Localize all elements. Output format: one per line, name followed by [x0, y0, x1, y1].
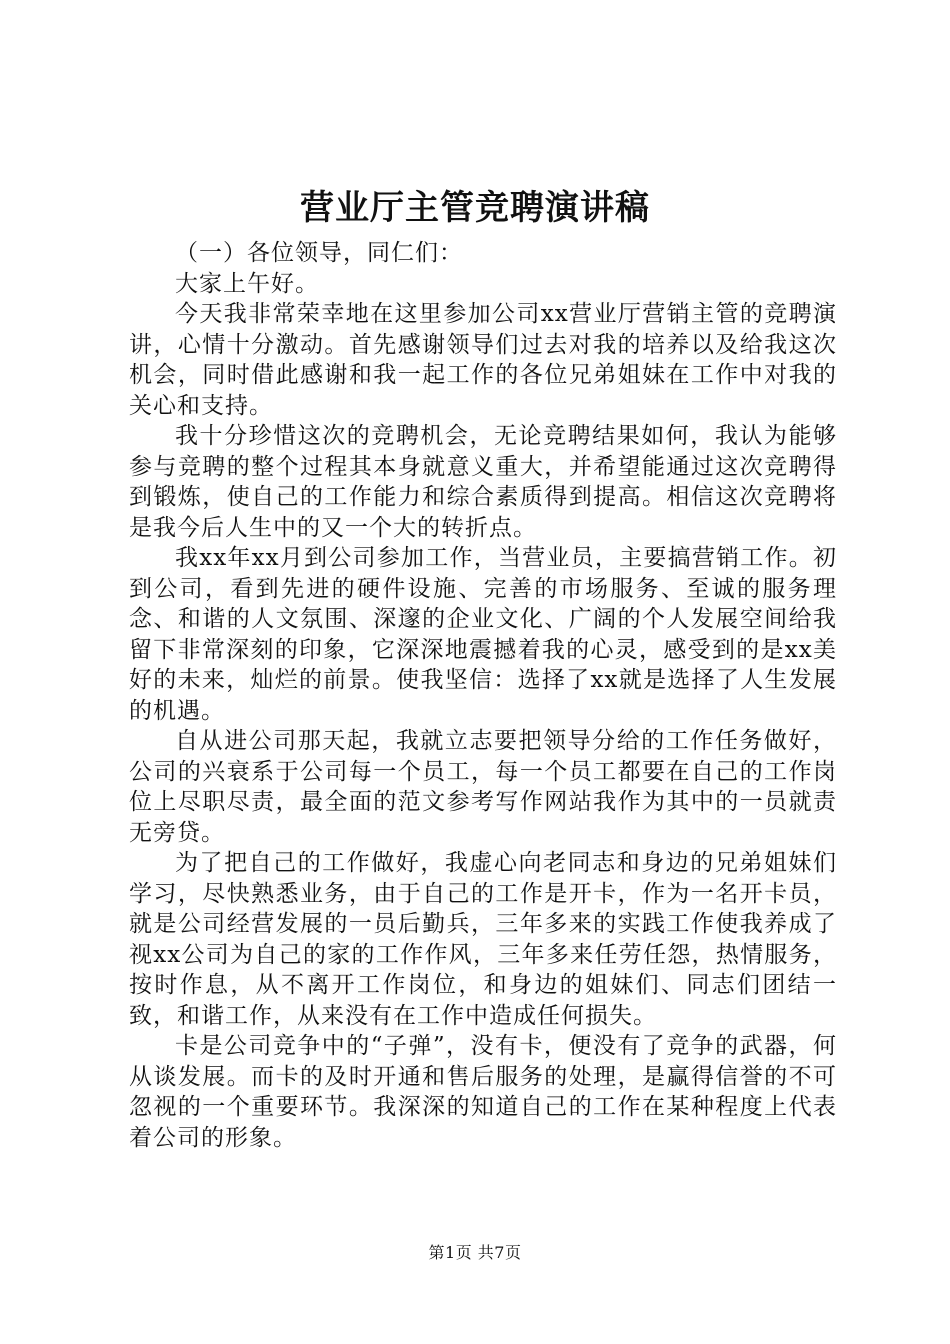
- document-body: [129, 238, 837, 1153]
- page-title: 营业厅主管竞聘演讲稿: [300, 188, 650, 228]
- paragraph-greeting: 大家上午好。: [175, 270, 319, 297]
- paragraph: 自从进公司那天起，我就立志要把领导分给的工作任务做好，公司的兴衰系于公司每一个员工，每一个员工都要在自己的工作岗位上尽职尽责，最全面的范文参考写作网站我作为其中的一员就责无旁贷。: [129, 728, 837, 846]
- paragraph: 我xx年xx月到公司参加工作，当营业员，主要搞营销工作。初到公司，看到先进的硬件设施、完善的市场服务、至诚的服务理念、和谐的人文氛围、深邃的企业文化、广阔的个人发展空间给我留下非常深刻的印象，它深深地震撼着我的心灵，感受到的是xx美好的未来，灿烂的前景。使我坚信：选择了xx就是选择了人生发展的机遇。: [129, 545, 837, 724]
- paragraph: 今天我非常荣幸地在这里参加公司xx营业厅营销主管的竞聘演讲，心情十分激动。首先感谢领导们过去对我的培养以及给我这次机会，同时借此感谢和我一起工作的各位兄弟姐妹在工作中对我的关心和支持。: [129, 301, 837, 419]
- paragraph-salutation: （一）各位领导，同仁们：: [175, 240, 463, 266]
- paragraph: 为了把自己的工作做好，我虚心向老同志和身边的兄弟姐妹们学习，尽快熟悉业务，由于自己的工作是开卡，作为一名开卡员，就是公司经营发展的一员后勤兵，三年多来的实践工作使我养成了视xx公司为自己的家的工作作风，三年多来任劳任怨，热情服务，按时作息，从不离开工作岗位，和身边的姐妹们、同志们团结一致，和谐工作，从来没有在工作中造成任何损失。: [129, 850, 837, 1029]
- page-number-footer: 第1页 共7页: [428, 1243, 522, 1262]
- paragraph: 卡是公司竞争中的“子弹”，没有卡，便没有了竞争的武器，何从谈发展。而卡的及时开通和售后服务的处理，是赢得信誉的不可忽视的一个重要环节。我深深的知道自己的工作在某种程度上代表着公司的形象。: [129, 1033, 837, 1151]
- paragraph: 我十分珍惜这次的竞聘机会，无论竞聘结果如何，我认为能够参与竞聘的整个过程其本身就意义重大，并希望能通过这次竞聘得到锻炼，使自己的工作能力和综合素质得到提高。相信这次竞聘将是我今后人生中的又一个大的转折点。: [129, 423, 837, 541]
